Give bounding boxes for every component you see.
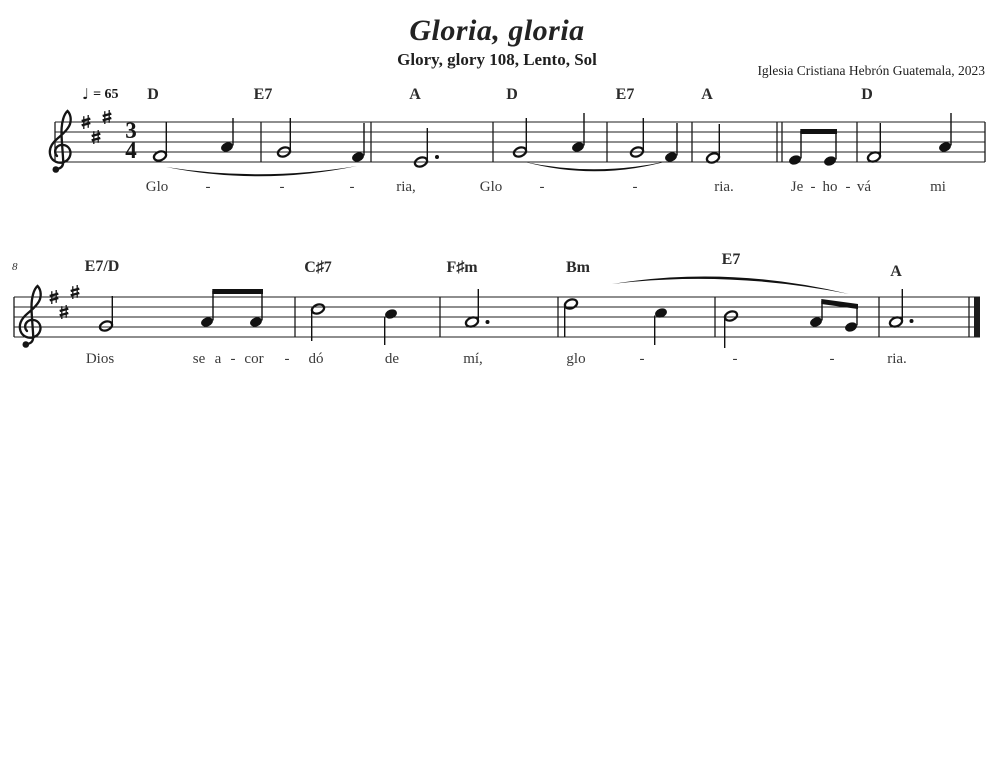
lyric-syllable: Glo bbox=[479, 179, 503, 195]
quarter-note-icon: ♩ bbox=[82, 85, 90, 103]
chord-symbol: D bbox=[861, 86, 873, 103]
lyric-syllable: ria, bbox=[396, 179, 416, 195]
chord-symbol: C♯7 bbox=[304, 259, 332, 276]
lyric-hyphen: - bbox=[349, 179, 355, 195]
notes-system-1 bbox=[153, 113, 953, 168]
chord-symbol: E7 bbox=[253, 86, 273, 103]
chord-symbol: E7/D bbox=[84, 258, 120, 275]
tempo-value: = 65 bbox=[93, 87, 119, 102]
lyric-syllable: se bbox=[192, 351, 206, 367]
lyric-syllable: cor bbox=[244, 351, 264, 367]
chord-symbol: D bbox=[147, 86, 159, 103]
eighth-beam bbox=[212, 289, 263, 294]
lyric-hyphen: - bbox=[205, 179, 211, 195]
chord-symbol: A bbox=[890, 263, 902, 280]
chord-symbol: Bm bbox=[566, 259, 590, 276]
lyric-hyphen: - bbox=[284, 351, 290, 367]
lyric-hyphen: - bbox=[632, 179, 638, 195]
lyric-syllable: glo bbox=[566, 351, 586, 367]
tempo-marking bbox=[82, 87, 119, 103]
lyric-syllable: Je bbox=[790, 179, 804, 195]
lyric-syllable: ho bbox=[822, 179, 838, 195]
notes-system-2 bbox=[99, 289, 914, 348]
lyric-hyphen: - bbox=[230, 351, 236, 367]
slur bbox=[612, 276, 849, 294]
lyric-syllable: Glo bbox=[145, 179, 169, 195]
lyric-hyphen: - bbox=[810, 179, 816, 195]
lyric-syllable: a bbox=[214, 351, 222, 367]
lyric-syllable: ria. bbox=[714, 179, 734, 195]
slur bbox=[525, 161, 668, 171]
time-signature-numerator: 3 bbox=[125, 117, 137, 143]
time-signature-denominator: 4 bbox=[125, 138, 137, 163]
lyric-hyphen: - bbox=[539, 179, 545, 195]
chord-symbol: E7 bbox=[721, 251, 741, 268]
chord-symbol: F♯m bbox=[446, 259, 478, 276]
lyric-syllable: vá bbox=[856, 179, 872, 195]
lyric-syllable: dó bbox=[308, 351, 324, 367]
lyric-hyphen: - bbox=[732, 351, 738, 367]
chord-symbol: D bbox=[506, 86, 518, 103]
lyric-hyphen: - bbox=[279, 179, 285, 195]
attribution: Iglesia Cristiana Hebrón Guatemala, 2023 bbox=[757, 63, 985, 78]
lyric-hyphen: - bbox=[639, 351, 645, 367]
staff-system-2 bbox=[14, 276, 980, 348]
lyric-syllable: mí, bbox=[463, 351, 483, 367]
eighth-beam bbox=[800, 129, 837, 134]
page-title: Gloria, gloria bbox=[409, 14, 585, 47]
chord-symbol: A bbox=[701, 86, 713, 103]
lyric-syllable: mi bbox=[930, 179, 946, 195]
chord-symbol: E7 bbox=[615, 86, 635, 103]
chord-symbol: A bbox=[409, 86, 421, 103]
lyric-hyphen: - bbox=[829, 351, 835, 367]
lyric-syllable: de bbox=[384, 351, 400, 367]
staff-system-1 bbox=[50, 110, 985, 176]
lyric-hyphen: - bbox=[845, 179, 851, 195]
measure-number: 8 bbox=[12, 261, 18, 273]
final-barline bbox=[974, 297, 980, 337]
lyric-syllable: Dios bbox=[85, 351, 115, 367]
slur bbox=[166, 166, 357, 176]
lyric-syllable: ria. bbox=[887, 351, 907, 367]
page-subtitle: Glory, glory 108, Lento, Sol bbox=[397, 50, 597, 69]
